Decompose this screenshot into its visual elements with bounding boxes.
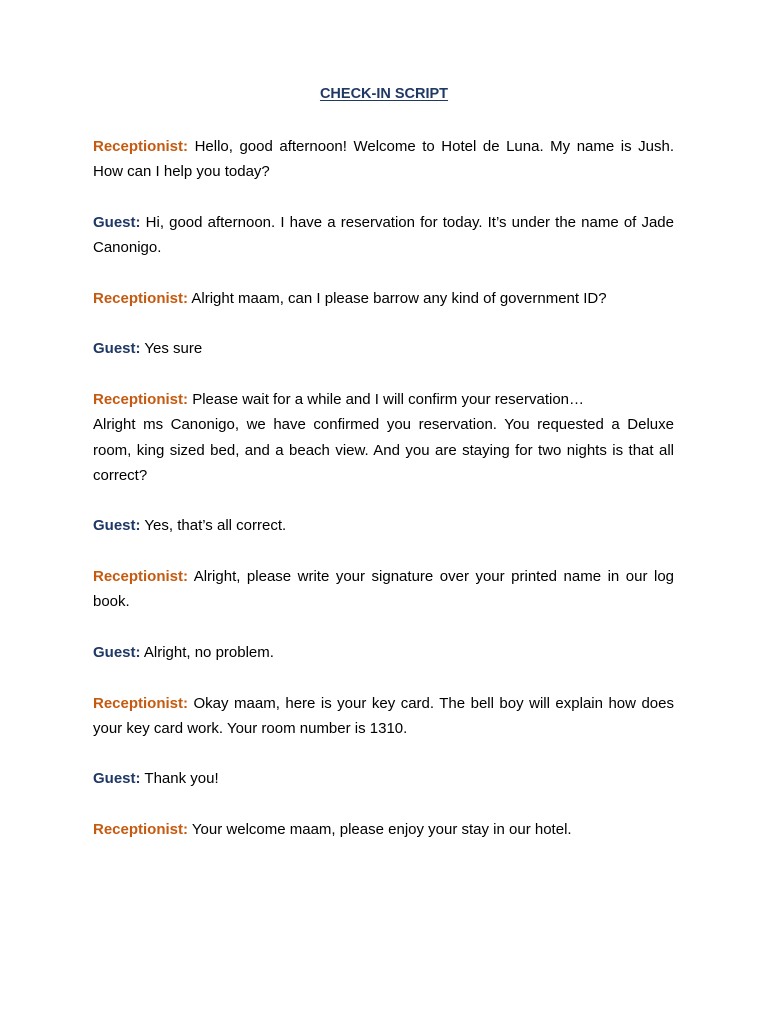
- speaker-label: Receptionist:: [93, 694, 189, 712]
- dialogue-line: [93, 513, 674, 538]
- dialogue-text: Please wait for a while and I will confirm your reservation…: [192, 390, 585, 408]
- dialogue-text: Yes, that’s all correct.: [144, 517, 287, 535]
- dialogue-script: [93, 134, 674, 868]
- speaker-label: Receptionist:: [93, 568, 189, 586]
- speaker-label: Receptionist:: [93, 289, 189, 307]
- dialogue-line: [93, 387, 674, 488]
- speaker-label: Guest:: [93, 340, 141, 358]
- speaker-label: Guest:: [93, 213, 141, 231]
- dialogue-text: Yes sure: [144, 340, 203, 358]
- speaker-label: Guest:: [93, 643, 141, 661]
- dialogue-line: [93, 286, 674, 311]
- speaker-label: Guest:: [93, 770, 141, 788]
- dialogue-line: [93, 210, 674, 261]
- dialogue-line: [93, 564, 674, 615]
- dialogue-line: [93, 640, 674, 665]
- speaker-label: Receptionist:: [93, 821, 189, 839]
- speaker-label: Receptionist:: [93, 390, 189, 408]
- dialogue-line: [93, 766, 674, 791]
- speaker-label: Receptionist:: [93, 138, 189, 155]
- dialogue-continuation: Alright ms Canonigo, we have confirmed you reservation. You requested a Deluxe room, king sized bed, and a beach view. And you are staying for two nights is that all correct?: [93, 416, 674, 484]
- dialogue-text: Thank you!: [144, 770, 219, 788]
- dialogue-text: Hello, good afternoon! Welcome to Hotel de Luna. My name is Jush. How can I help you today?: [93, 138, 674, 181]
- dialogue-text: Okay maam, here is your key card. The bell boy will explain how does your key card work. Your room number is 1310.: [93, 694, 674, 737]
- dialogue-line: [93, 817, 674, 842]
- document-title: CHECK-IN SCRIPT: [319, 86, 449, 102]
- dialogue-text: Alright, no problem.: [143, 643, 274, 661]
- dialogue-text: Alright, please write your signature over your printed name in our log book.: [93, 568, 675, 611]
- dialogue-text: Hi, good afternoon. I have a reservation for today. It’s under the name of Jade Canonigo.: [93, 213, 674, 257]
- dialogue-line: [93, 336, 674, 361]
- dialogue-line: [93, 134, 674, 185]
- speaker-label: Guest:: [93, 517, 141, 535]
- dialogue-line: [93, 691, 674, 742]
- dialogue-text: Your welcome maam, please enjoy your stay in our hotel.: [191, 821, 572, 839]
- dialogue-text: Alright maam, can I please barrow any kind of government ID?: [191, 289, 607, 307]
